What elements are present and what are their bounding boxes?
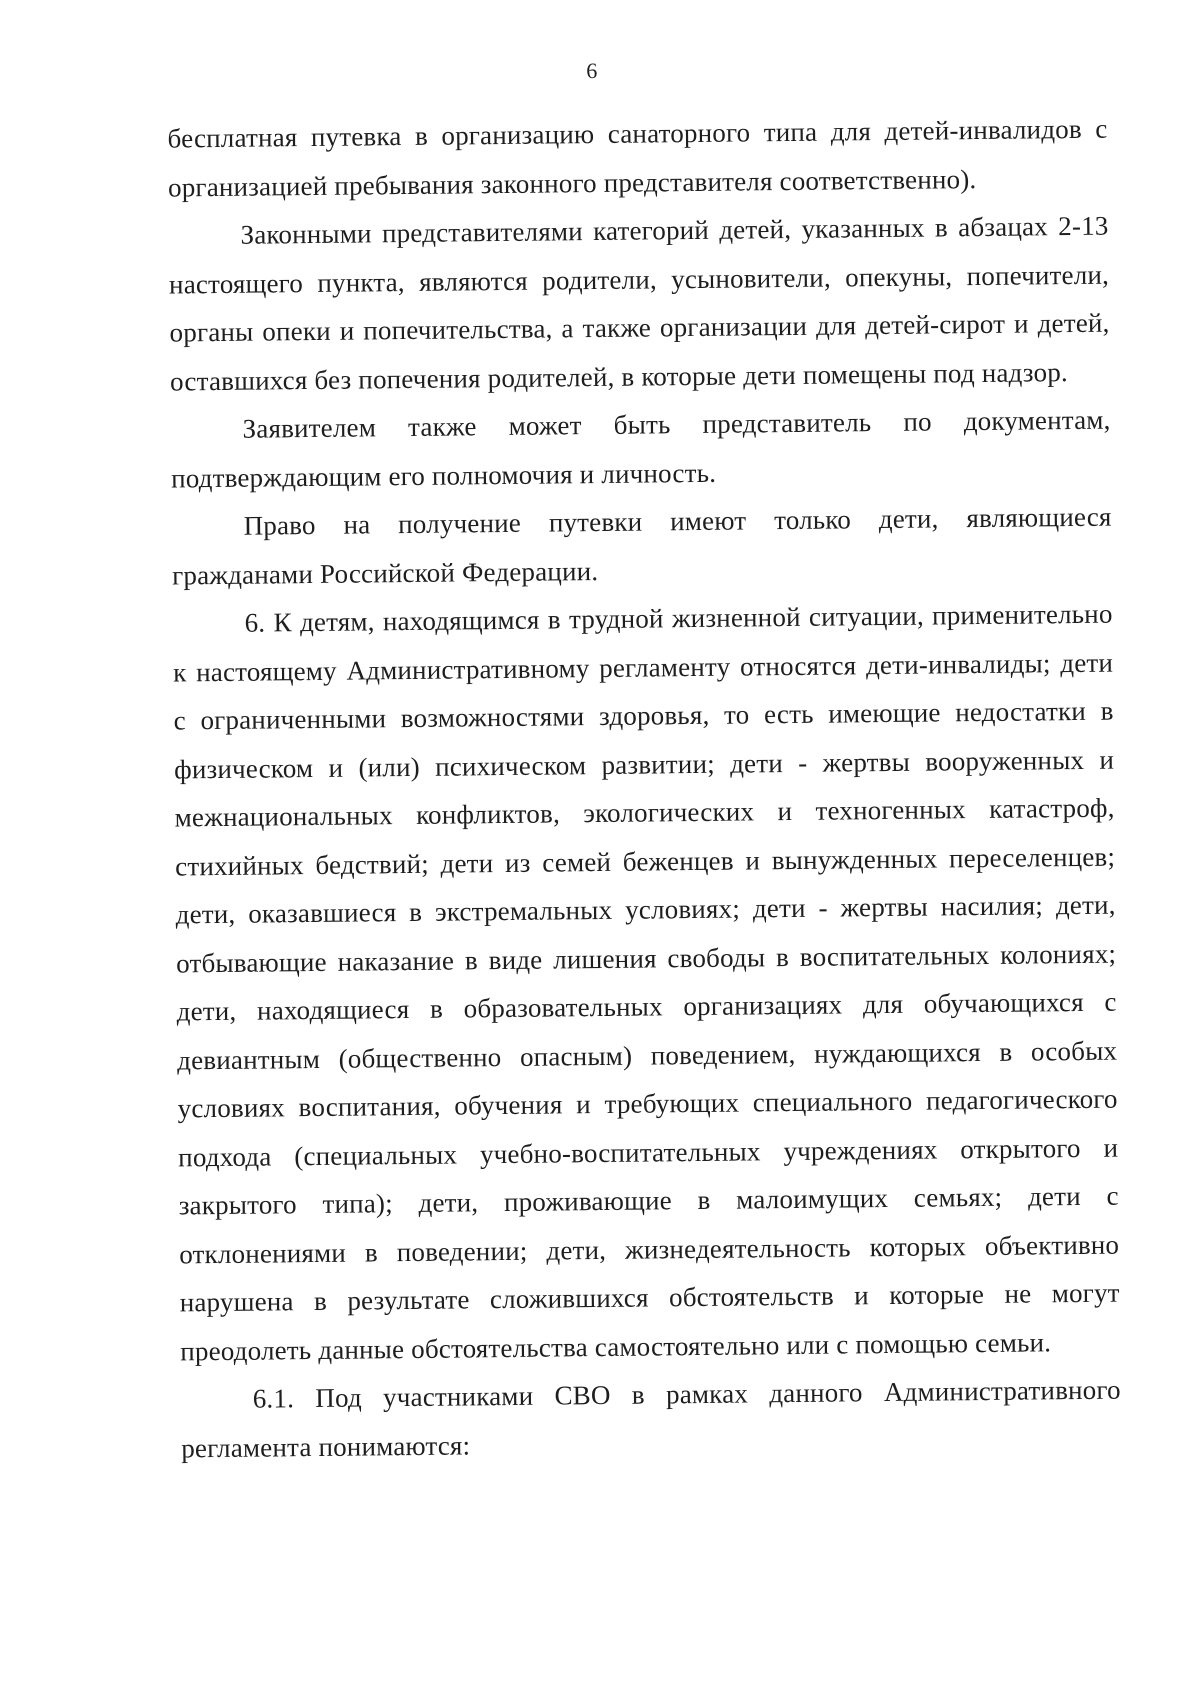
page-number: 6: [586, 57, 598, 84]
paragraph-item-6-1: 6.1. Под участниками СВО в рамках данного Административного регламента понимаются:: [181, 1374, 1121, 1463]
paragraph-item-6: 6. К детям, находящимся в трудной жизненной ситуации, применительно к настоящему Административному регламенту относятся дети-инвалиды; дети с ограниченными возможностями здоровья, то есть имеющие недостатки в физическом и (или) психическом развитии; дети - жертвы вооруженных и межнациональных конфликтов, экологических и техногенных катастроф, стихийных бедствий; дети из семей беженцев и вынужденных переселенцев; дети, оказавшиеся в экстремальных условиях; дети - жертвы насилия; дети, отбывающие наказание в виде лишения свободы в воспитательных колониях; дети, находящиеся в образовательных организациях для обучающихся с девиантным (общественно опасным) поведением, нуждающихся в особых условиях воспитания, обучения и требующих специального педагогического подхода (специальных учебно-воспитательных учреждениях открытого и закрытого типа); дети, проживающие в малоимущих семьях; дети с отклонениями в поведении; дети, жизнедеятельность которых объективно нарушена в результате сложившихся обстоятельств и которые не могут преодолеть данные обстоятельства самостоятельно или с помощью семьи.: [172, 598, 1120, 1366]
document-body: [167, 105, 1121, 1473]
paragraph-continuation: бесплатная путевка в организацию санаторного типа для детей-инвалидов с организацией пребывания законного представителя соответственно).: [167, 113, 1108, 202]
paragraph-legal-representatives: Законными представителями категорий детей, указанных в абзацах 2-13 настоящего пункта, являются родители, усыновители, опекуны, попечители, органы опеки и попечительства, а также организации для детей-сирот и детей, оставшихся без попечения родителей, в которые дети помещены под надзор.: [168, 210, 1110, 396]
paragraph-applicant-representative: Заявителем также может быть представитель по документам, подтверждающим его полномочия и личность.: [170, 404, 1111, 493]
paragraph-citizenship-right: Право на получение путевки имеют только дети, являющиеся гражданами Российской Федерации.: [171, 501, 1112, 590]
